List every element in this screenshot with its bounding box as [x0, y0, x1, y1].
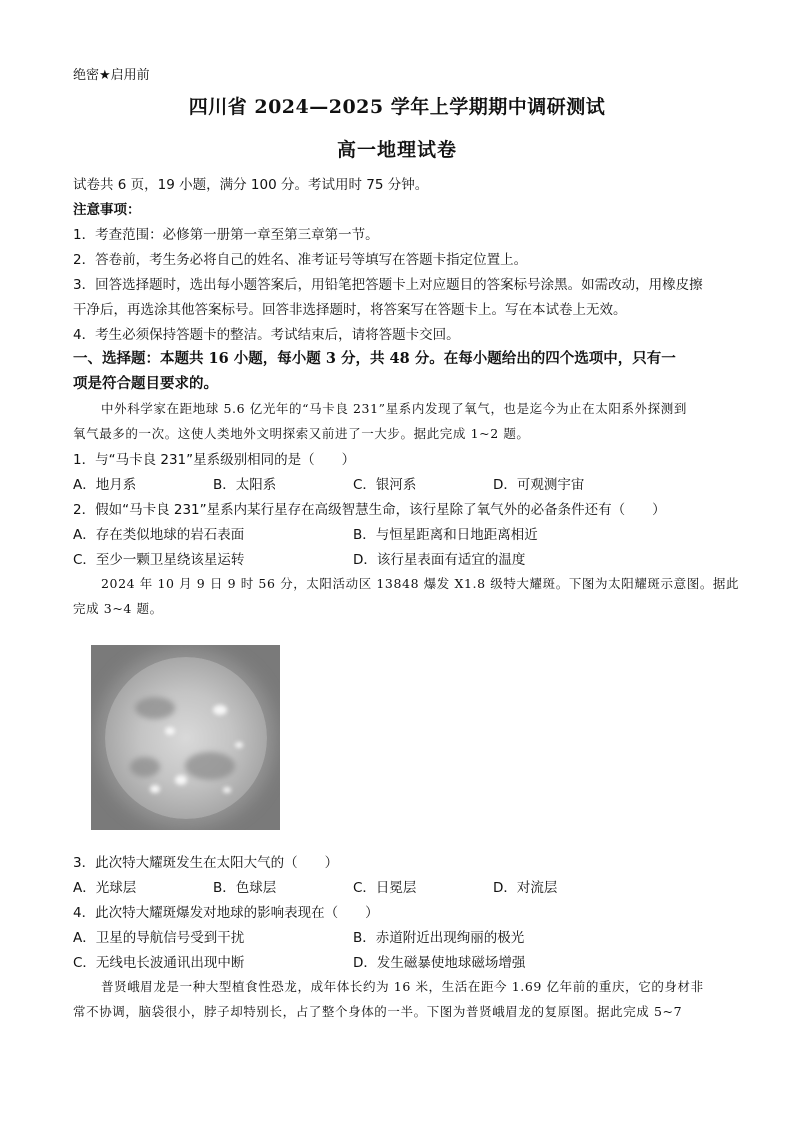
option-d: D．可观测宇宙 [493, 477, 585, 493]
option-c: C．银河系 [353, 477, 417, 493]
passage-text: 2024 年 10 月 9 日 9 时 56 分，太阳活动区 13848 爆发 X1.8 级特大耀斑。下图为太阳耀斑示意图。据此 [101, 576, 740, 591]
question-stem: 3．此次特大耀斑发生在太阳大气的（ ） [73, 855, 339, 871]
passage-text: 常不协调，脑袋很小，脖子却特别长，占了整个身体的一半。下图为普贤峨眉龙的复原图。据此完成 5~7 [73, 1004, 683, 1019]
notice-item: 干净后，再选涂其他答案标号。回答非选择题时，将答案写在答题卡上。写在本试卷上无效。 [73, 302, 627, 318]
solar-flare-image [91, 645, 280, 830]
notice-item: 1．考查范围：必修第一册第一章至第三章第一节。 [73, 227, 379, 243]
confidential-mark: 绝密★启用前 [73, 68, 150, 83]
notice-heading: 注意事项： [73, 202, 141, 218]
exam-title: 四川省 2024—2025 学年上学期期中调研测试 [188, 96, 606, 118]
question-stem: 2．假如“马卡良 231”星系内某行星存在高级智慧生命，该行星除了氧气外的必备条件还有（ ） [73, 502, 666, 518]
option-a: A．地月系 [73, 477, 137, 493]
notice-item: 3．回答选择题时，选出每小题答案后，用铅笔把答题卡上对应题目的答案标号涂黑。如需改动，用橡皮擦 [73, 277, 703, 293]
option-d: D．该行星表面有适宜的温度 [353, 552, 526, 568]
option-a: A．卫星的导航信号受到干扰 [73, 930, 245, 946]
exam-subtitle: 高一地理试卷 [336, 139, 457, 161]
question-stem: 1．与“马卡良 231”星系级别相同的是（ ） [73, 452, 356, 468]
notice-item: 2．答卷前，考生务必将自己的姓名、准考证号等填写在答题卡指定位置上。 [73, 252, 528, 268]
option-c: C．至少一颗卫星绕该星运转 [73, 552, 245, 568]
exam-intro: 试卷共 6 页，19 小题，满分 100 分。考试用时 75 分钟。 [73, 177, 429, 193]
option-b: B．色球层 [213, 880, 277, 896]
passage-text: 普贤峨眉龙是一种大型植食性恐龙，成年体长约为 16 米，生活在距今 1.69 亿年前的重庆，它的身材非 [101, 979, 704, 994]
sun-disk [105, 657, 267, 819]
notice-item: 4．考生必须保持答题卡的整洁。考试结束后，请将答题卡交回。 [73, 327, 460, 343]
option-d: D．对流层 [493, 880, 558, 896]
passage-text: 中外科学家在距地球 5.6 亿光年的“马卡良 231”星系内发现了氧气，也是迄今为止在太阳系外探测到 [101, 401, 687, 416]
question-stem: 4．此次特大耀斑爆发对地球的影响表现在（ ） [73, 905, 379, 921]
option-c: C．日冕层 [353, 880, 417, 896]
option-a: A．光球层 [73, 880, 137, 896]
section-heading-cont: 项是符合题目要求的。 [73, 375, 218, 392]
section-heading: 一、选择题：本题共 16 小题，每小题 3 分，共 48 分。在每小题给出的四个选项中，只有一 [73, 350, 676, 367]
option-b: B．太阳系 [213, 477, 277, 493]
option-b: B．与恒星距离和日地距离相近 [353, 527, 538, 543]
option-a: A．存在类似地球的岩石表面 [73, 527, 245, 543]
option-b: B．赤道附近出现绚丽的极光 [353, 930, 525, 946]
option-d: D．发生磁暴使地球磁场增强 [353, 955, 526, 971]
passage-text: 氧气最多的一次。这使人类地外文明探索又前进了一大步。据此完成 1~2 题。 [73, 426, 530, 441]
passage-text: 完成 3~4 题。 [73, 601, 163, 616]
option-c: C．无线电长波通讯出现中断 [73, 955, 245, 971]
